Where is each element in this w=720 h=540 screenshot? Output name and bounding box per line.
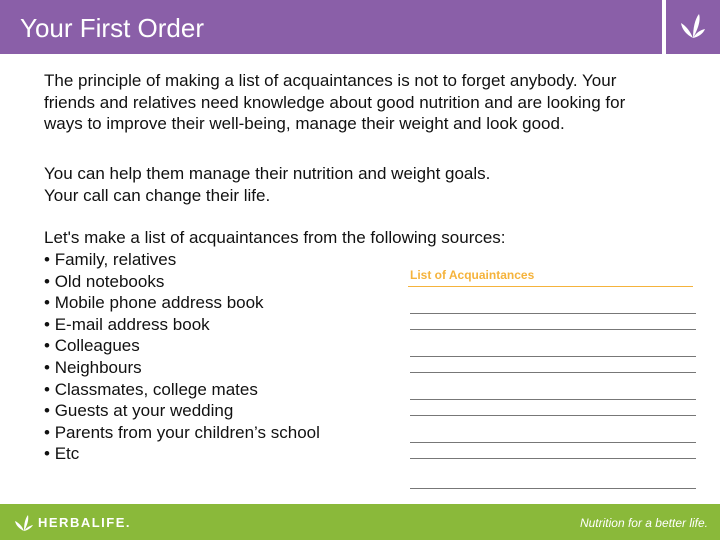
- sources-list: [44, 249, 320, 465]
- acquaintances-title: List of Acquaintances: [410, 268, 535, 282]
- herbalife-leaf-icon: [14, 513, 34, 533]
- blank-write-line: [410, 488, 696, 489]
- page-title: Your First Order: [20, 13, 204, 43]
- blank-write-line: [410, 415, 696, 416]
- help-paragraph: [44, 163, 490, 206]
- list-item: • E-mail address book: [44, 314, 320, 336]
- sources-intro: Let's make a list of acquaintances from the following sources:: [44, 228, 506, 247]
- list-item: • Family, relatives: [44, 249, 320, 271]
- logo-box: [666, 0, 720, 54]
- blank-write-line: [410, 442, 696, 443]
- list-item: • Mobile phone address book: [44, 292, 320, 314]
- blank-write-line: [410, 313, 696, 314]
- text-line: friends and relatives need knowledge about good nutrition and are looking for: [44, 92, 626, 112]
- list-item: • Parents from your children’s school: [44, 422, 320, 444]
- brand-name: HERBALIFE.: [38, 515, 131, 530]
- list-item: • Etc: [44, 443, 320, 465]
- blank-write-line: [410, 399, 696, 400]
- acquaintances-title-underline: [408, 286, 693, 287]
- text-line: The principle of making a list of acquaintances is not to forget anybody. Your: [44, 71, 617, 90]
- list-item: • Neighbours: [44, 357, 320, 379]
- list-item: • Old notebooks: [44, 271, 320, 293]
- herbalife-leaf-icon: [679, 11, 707, 41]
- list-item: • Colleagues: [44, 335, 320, 357]
- blank-write-line: [410, 458, 696, 459]
- footer-bar: [0, 504, 720, 540]
- tagline: Nutrition for a better life.: [579, 516, 708, 530]
- header-bar: [0, 0, 662, 54]
- intro-paragraph: [44, 70, 625, 135]
- list-item: • Guests at your wedding: [44, 400, 320, 422]
- blank-write-line: [410, 356, 696, 357]
- text-line: ways to improve their well-being, manage their weight and look good.: [44, 114, 565, 134]
- text-line: Your call can change their life.: [44, 185, 271, 205]
- blank-write-line: [410, 329, 696, 330]
- text-line: You can help them manage their nutrition and weight goals.: [44, 164, 491, 183]
- blank-write-line: [410, 372, 696, 373]
- list-item: • Classmates, college mates: [44, 379, 320, 401]
